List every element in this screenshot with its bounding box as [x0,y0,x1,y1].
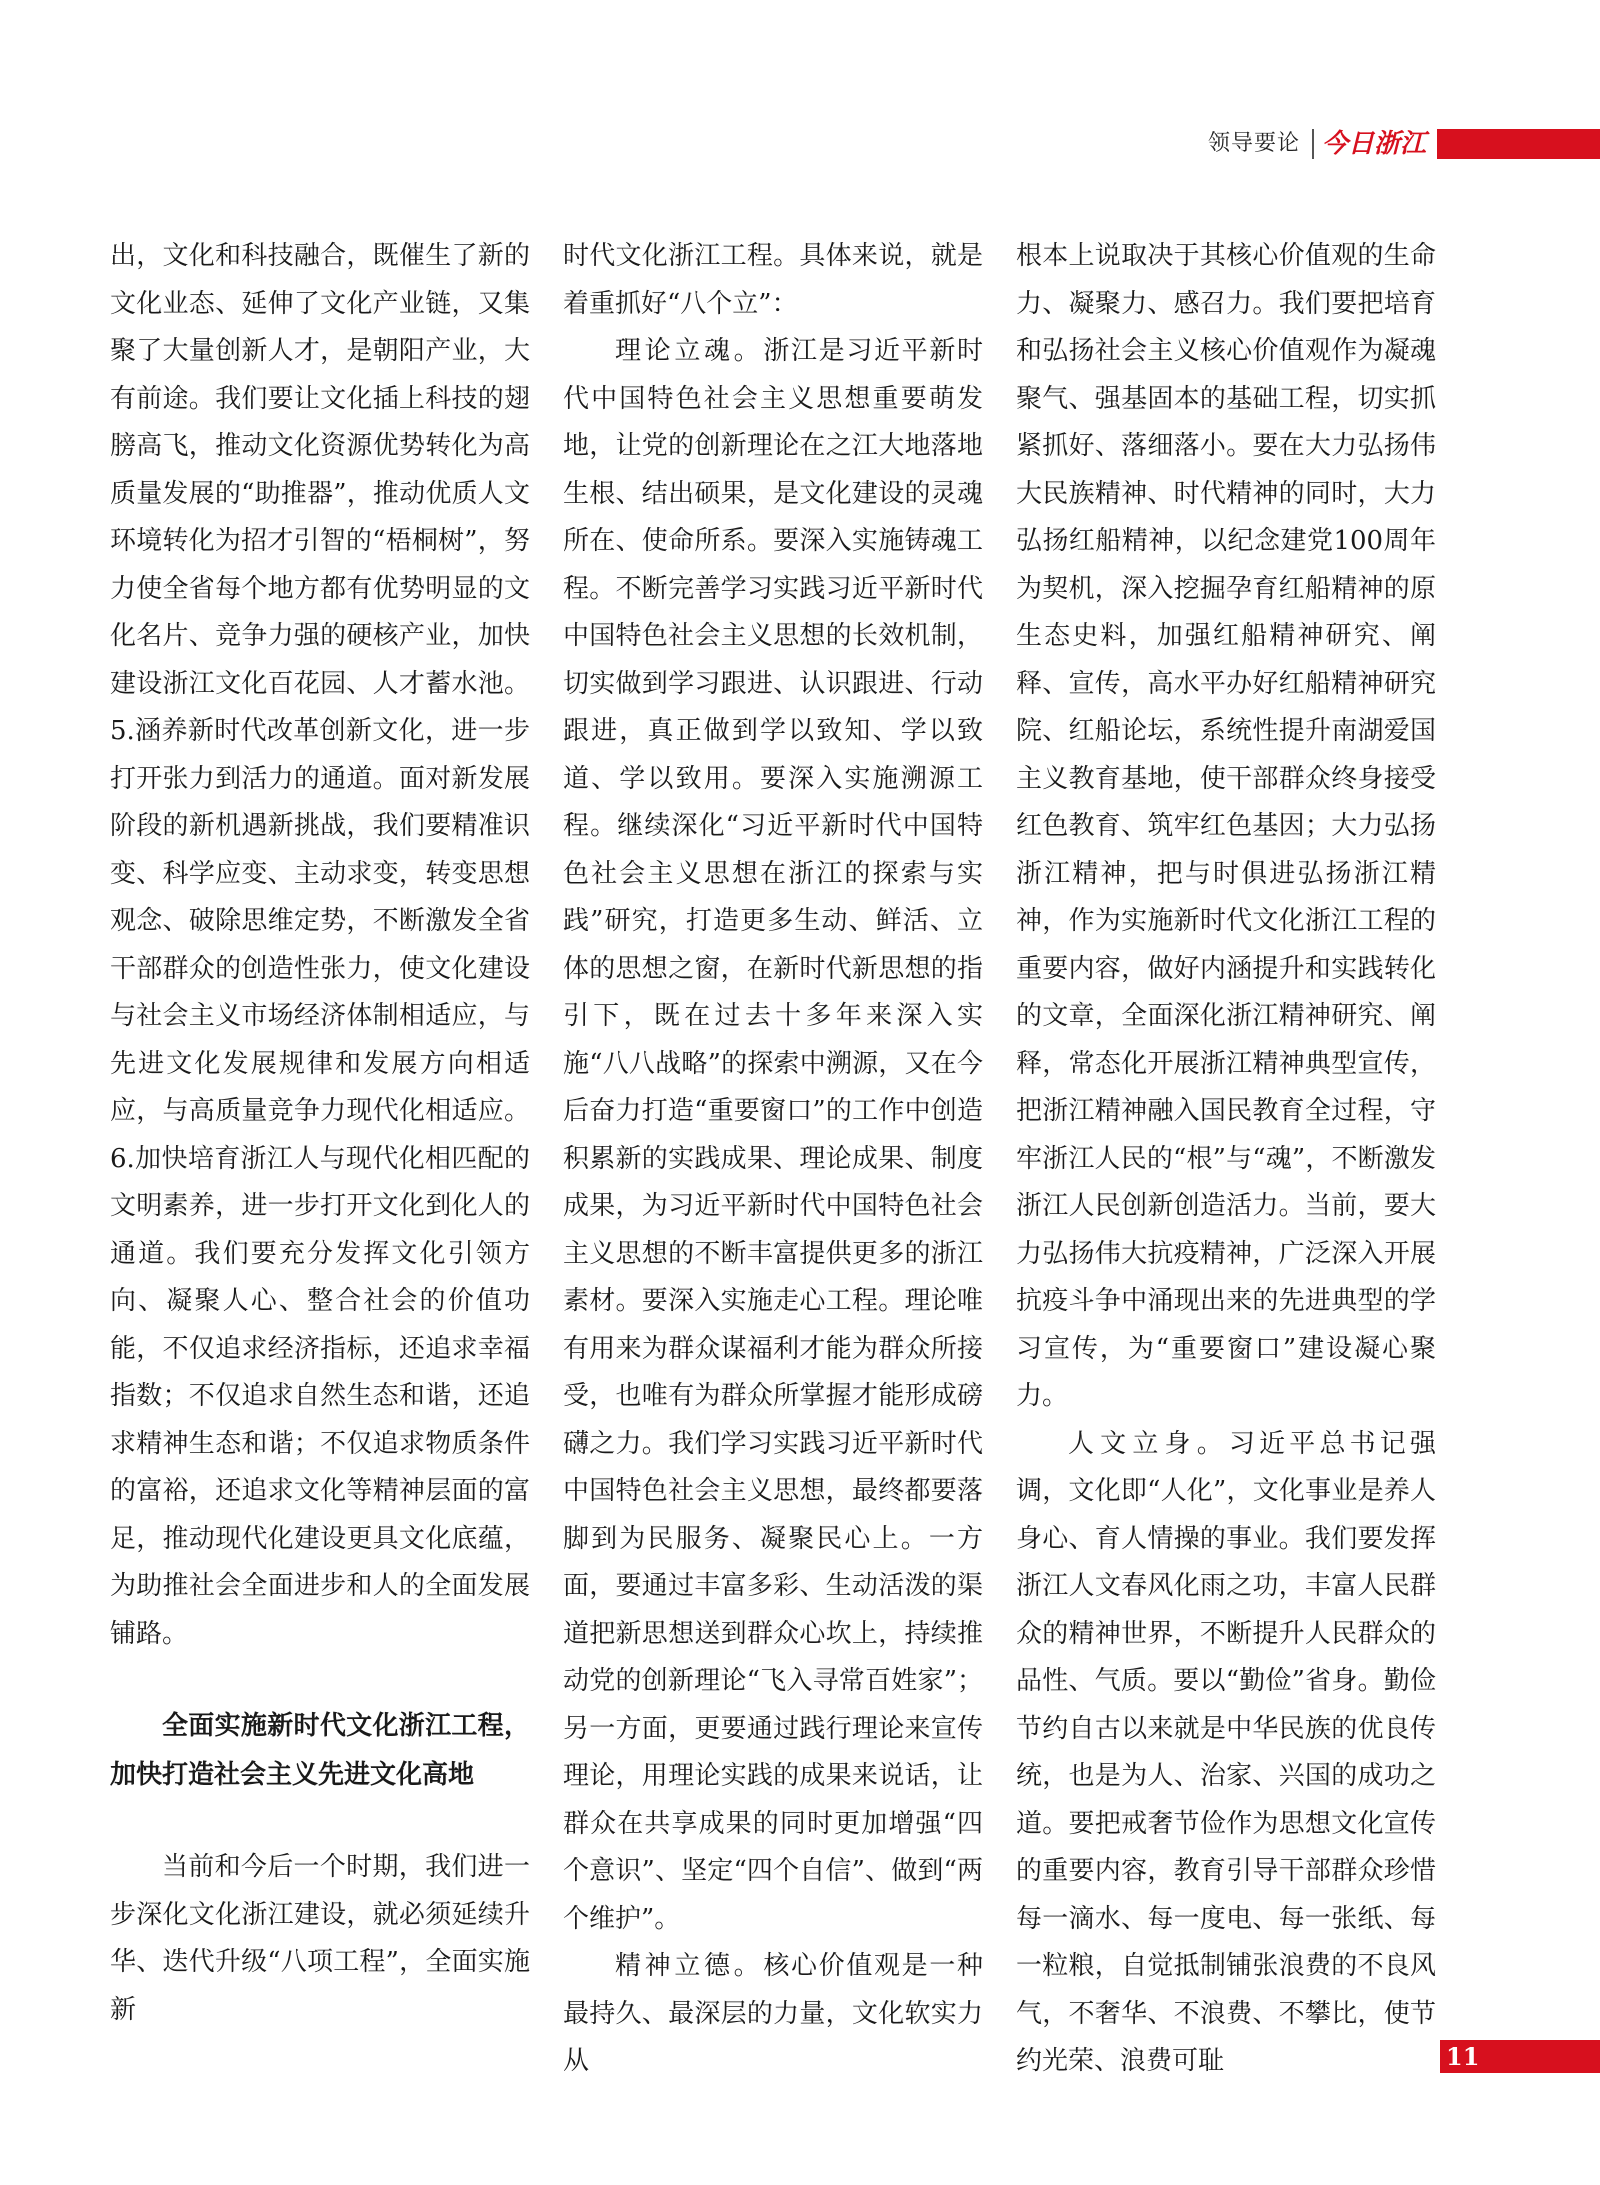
section-heading: 全面实施新时代文化浙江工程，加快打造社会主义先进文化高地 [110,1711,530,1790]
paragraph: 时代文化浙江工程。具体来说，就是着重抓好“八个立”： [563,241,983,319]
paragraph [563,1943,983,2086]
header-accent-bar [1437,129,1600,159]
section-label: 领导要论 [1207,131,1300,156]
text-column-1 [110,233,530,2034]
paragraph: 出，文化和科技融合，既催生了新的文化业态、延伸了文化产业链，又集聚了大量创新人才，是朝阳产业，大有前途。我们要让文化插上科技的翅膀高飞，推动文化资源优势转化为高质量发展的“助推器”，推动优质人文环境转化为招才引智的“梧桐树”，努力使全省每个地方都有优势明显的文化名片、竞争力强的硬核产业，加快建设浙江文化百花园、人才蓄水池。5.涵养新时代改革创新文化，进一步打开张力到活力的通道。面对新发展阶段的新机遇新挑战，我们要精准识变、科学应变、主动求变，转变思想观念、破除思维定势，不断激发全省干部群众的创造性张力，使文化建设与社会主义市场经济体制相适应，与先进文化发展规律和发展方向相适应，与高质量竞争力现代化相适应。6.加快培育浙江人与现代化相匹配的文明素养，进一步打开文化到化人的通道。我们要充分发挥文化引领方向、凝聚人心、整合社会的价值功能，不仅追求经济指标，还追求幸福指数；不仅追求自然生态和谐，还追求精神生态和谐；不仅追求物质条件的富裕，还追求文化等精神层面的富足，推动现代化建设更具文化底蕴，为助推社会全面进步和人的全面发展铺路。 [110,241,530,1649]
paragraph: 根本上说取决于其核心价值观的生命力、凝聚力、感召力。我们要把培育和弘扬社会主义核心价值观作为凝魂聚气、强基固本的基础工程，切实抓紧抓好、落细落小。要在大力弘扬伟大民族精神、时代精神的同时，大力弘扬红船精神，以纪念建党100周年为契机，深入挖掘孕育红船精神的原生态史料，加强红船精神研究、阐释、宣传，高水平办好红船精神研究院、红船论坛，系统性提升南湖爱国主义教育基地，使干部群众终身接受红色教育、筑牢红色基因；大力弘扬浙江精神，把与时俱进弘扬浙江精神，作为实施新时代文化浙江工程的重要内容，做好内涵提升和实践转化的文章，全面深化浙江精神研究、阐释，常态化开展浙江精神典型宣传，把浙江精神融入国民教育全过程，守牢浙江人民的“根”与“魂”，不断激发浙江人民创新创造活力。当前，要大力弘扬伟大抗疫精神，广泛深入开展抗疫斗争中涌现出来的先进典型的学习宣传，为“重要窗口”建设凝心聚力。 [1016,241,1436,1411]
paragraph-lead: 精神立德。 [615,1951,764,1981]
header-divider [1312,129,1314,159]
brand-logo: 今日浙江 [1322,129,1427,159]
page-number: 11 [1446,2042,1480,2071]
text-column-2 [563,233,983,2086]
paragraph-body: 习近平总书记强调，文化即“人化”，文化事业是养人身心、育人情操的事业。我们要发挥浙江人文春风化雨之功，丰富人民群众的精神世界，不断提升人民群众的品性、气质。要以“勤俭”省身。勤俭节约自古以来就是中华民族的优良传统，也是为人、治家、兴国的成功之道。要把戒奢节俭作为思想文化宣传的重要内容，教育引导干部群众珍惜每一滴水、每一度电、每一张纸、每一粒粮，自觉抵制铺张浪费的不良风气，不奢华、不浪费、不攀比，使节约光荣、浪费可耻 [1016,1428,1436,2076]
text-column-3 [1016,233,1436,2086]
paragraph-body: 浙江是习近平新时代中国特色社会主义思想重要萌发地，让党的创新理论在之江大地落地生根、结出硕果，是文化建设的灵魂所在、使命所系。要深入实施铸魂工程。不断完善学习实践习近平新时代中国特色社会主义思想的长效机制，切实做到学习跟进、认识跟进、行动跟进，真正做到学以致知、学以致道、学以致用。要深入实施溯源工程。继续深化“习近平新时代中国特色社会主义思想在浙江的探索与实践”研究，打造更多生动、鲜活、立体的思想之窗，在新时代新思想的指引下，既在过去十多年来深入实施“八八战略”的探索中溯源，又在今后奋力打造“重要窗口”的工作中创造积累新的实践成果、理论成果、制度成果，为习近平新时代中国特色社会主义思想的不断丰富提供更多的浙江素材。要深入实施走心工程。理论唯有用来为群众谋福利才能为群众所接受，也唯有为群众所掌握才能形成磅礴之力。我们学习实践习近平新时代中国特色社会主义思想，最终都要落脚到为民服务、凝聚民心上。一方面，要通过丰富多彩、生动活泼的渠道把新思想送到群众心坎上，持续推动党的创新理论“飞入寻常百姓家”；另一方面，更要通过践行理论来宣传理论，用理论实践的成果来说话，让群众在共享成果的同时更加增强“四个意识”、坚定“四个自信”、做到“两个维护”。 [563,336,983,1934]
paragraph: 当前和今后一个时期，我们进一步深化文化浙江建设，就必须延续升华、迭代升级“八项工程”，全面实施新 [110,1852,530,2025]
paragraph [563,328,983,1943]
paragraph-body: 核心价值观是一种最持久、最深层的力量，文化软实力从 [563,1951,983,2076]
paragraph-lead: 人文立身。 [1068,1428,1229,1459]
paragraph-lead: 理论立魂。 [615,336,764,366]
page-header [0,125,1600,163]
paragraph [1016,1421,1436,2086]
